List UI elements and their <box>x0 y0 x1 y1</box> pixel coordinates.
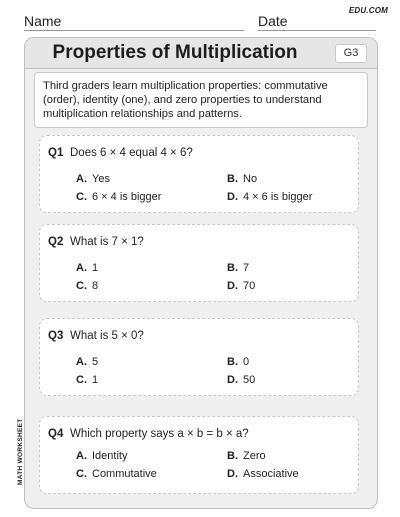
option-letter: B. <box>227 356 238 368</box>
grade-badge: G3 <box>335 44 367 63</box>
option-letter: A. <box>76 262 87 274</box>
option-text: 1 <box>92 262 99 274</box>
option-letter: D. <box>227 374 238 386</box>
option-a[interactable] <box>76 450 127 462</box>
option-letter: C. <box>76 280 87 292</box>
question-text: Which property says a × b = b × a? <box>70 428 249 440</box>
option-d[interactable] <box>227 374 255 386</box>
option-c[interactable] <box>76 191 161 203</box>
option-letter: C. <box>76 468 87 480</box>
option-c[interactable] <box>76 468 157 480</box>
option-text: 7 <box>243 262 250 274</box>
question-text: What is 7 × 1? <box>70 236 144 248</box>
option-letter: B. <box>227 173 238 185</box>
option-text: Commutative <box>92 468 157 480</box>
question-number: Q4 <box>48 428 64 440</box>
worksheet-panel <box>24 37 378 509</box>
option-b[interactable] <box>227 262 249 274</box>
option-text: 1 <box>92 374 99 386</box>
option-text: Zero <box>243 450 266 462</box>
intro-text: Third graders learn multiplication properties: commutative (order), identity (one), and zero properties to understand multiplication relationships and patterns. <box>34 72 368 128</box>
option-a[interactable] <box>76 173 110 185</box>
option-letter: B. <box>227 262 238 274</box>
question-card <box>39 224 359 302</box>
question-number: Q2 <box>48 236 64 248</box>
question-number: Q3 <box>48 330 64 342</box>
option-d[interactable] <box>227 280 255 292</box>
option-c[interactable] <box>76 374 98 386</box>
option-text: Associative <box>243 468 299 480</box>
option-c[interactable] <box>76 280 98 292</box>
option-letter: C. <box>76 374 87 386</box>
option-b[interactable] <box>227 356 249 368</box>
date-line[interactable] <box>258 30 376 31</box>
option-letter: B. <box>227 450 238 462</box>
option-text: 5 <box>92 356 99 368</box>
option-letter: A. <box>76 173 87 185</box>
question-card <box>39 135 359 213</box>
option-text: Identity <box>92 450 128 462</box>
option-text: 70 <box>243 280 256 292</box>
title-bar <box>25 38 377 69</box>
brand-logo: EDU.COM <box>348 6 388 15</box>
option-text: 0 <box>243 356 250 368</box>
option-a[interactable] <box>76 356 98 368</box>
option-letter: D. <box>227 280 238 292</box>
option-letter: A. <box>76 356 87 368</box>
name-label: Name <box>24 13 62 29</box>
option-text: 8 <box>92 280 99 292</box>
date-label: Date <box>258 13 288 29</box>
name-line[interactable] <box>24 30 244 31</box>
question-number: Q1 <box>48 147 64 159</box>
side-label: MATH WORKSHEET <box>17 418 24 485</box>
option-text: 50 <box>243 374 256 386</box>
option-text: No <box>243 173 258 185</box>
option-letter: A. <box>76 450 87 462</box>
option-b[interactable] <box>227 173 257 185</box>
question-card <box>39 416 359 494</box>
question-card <box>39 318 359 396</box>
option-letter: D. <box>227 191 238 203</box>
question-text: What is 5 × 0? <box>70 330 144 342</box>
option-text: 6 × 4 is bigger <box>92 191 162 203</box>
option-text: Yes <box>92 173 110 185</box>
option-letter: C. <box>76 191 87 203</box>
option-text: 4 × 6 is bigger <box>243 191 313 203</box>
option-a[interactable] <box>76 262 98 274</box>
option-d[interactable] <box>227 191 312 203</box>
option-d[interactable] <box>227 468 299 480</box>
option-letter: D. <box>227 468 238 480</box>
question-text: Does 6 × 4 equal 4 × 6? <box>70 147 193 159</box>
option-b[interactable] <box>227 450 266 462</box>
worksheet-title: Properties of Multiplication <box>52 42 298 63</box>
